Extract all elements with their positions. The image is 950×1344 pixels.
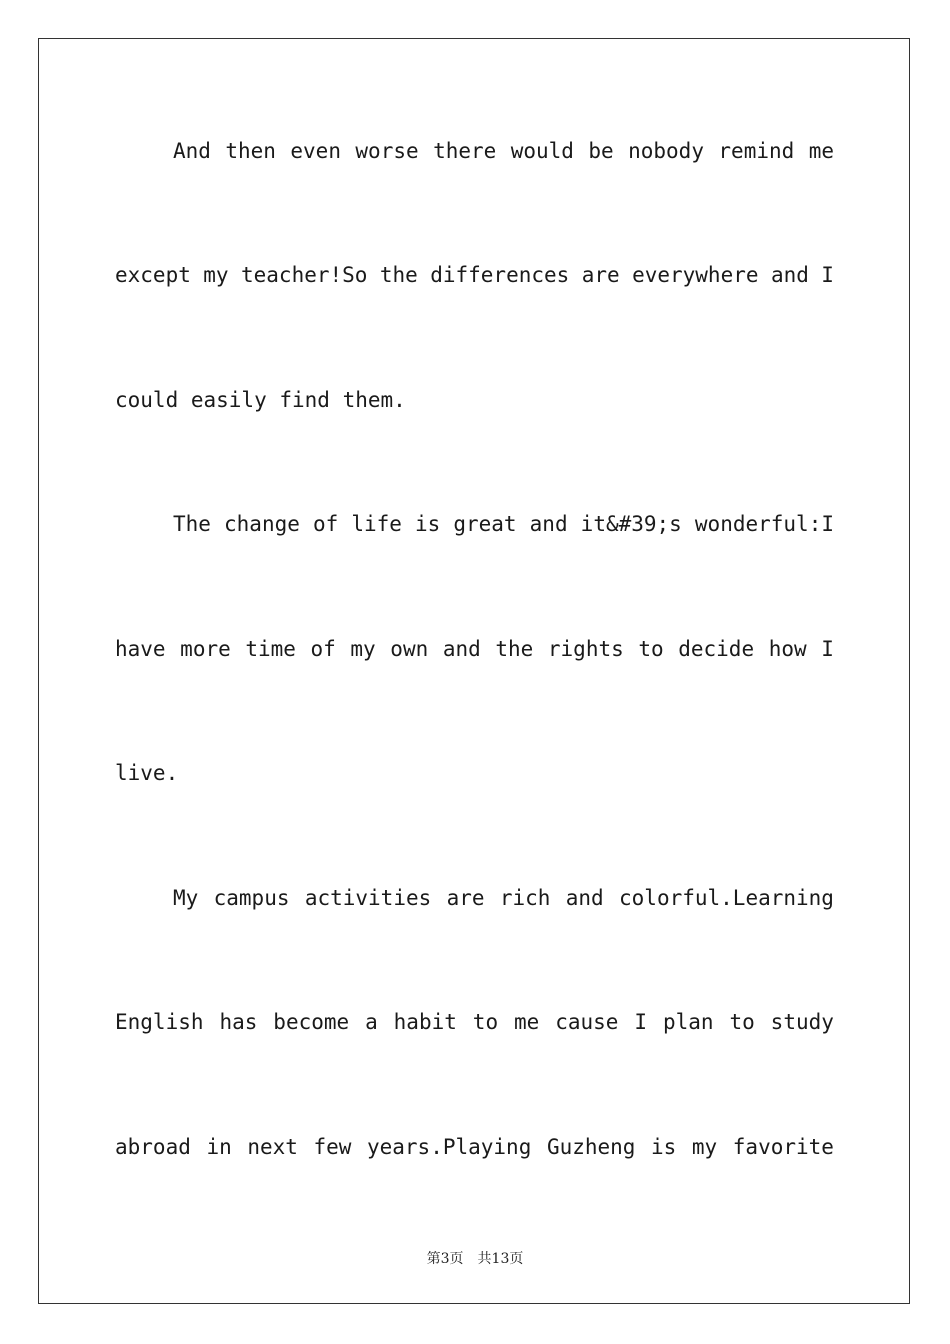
- page-number: 第3页: [426, 1251, 464, 1267]
- text-line: except my teacher!So the differences are everywhere and I: [115, 263, 834, 287]
- text-line: English has become a habit to me cause I plan to study: [115, 1010, 834, 1034]
- text-line: And then even worse there would be nobody remind me: [173, 139, 834, 163]
- page-border: [38, 38, 910, 1304]
- page-total: 共13页: [477, 1251, 524, 1267]
- text-line: abroad in next few years.Playing Guzheng is my favorite: [115, 1135, 834, 1159]
- text-line: could easily find them.: [115, 388, 406, 412]
- text-line: live.: [115, 761, 179, 785]
- text-line: My campus activities are rich and colorful.Learning: [173, 886, 834, 910]
- text-line: have more time of my own and the rights to decide how I: [115, 637, 834, 661]
- text-line: The change of life is great and it&#39;s wonderful:I: [173, 512, 834, 536]
- page-footer: [0, 1248, 950, 1268]
